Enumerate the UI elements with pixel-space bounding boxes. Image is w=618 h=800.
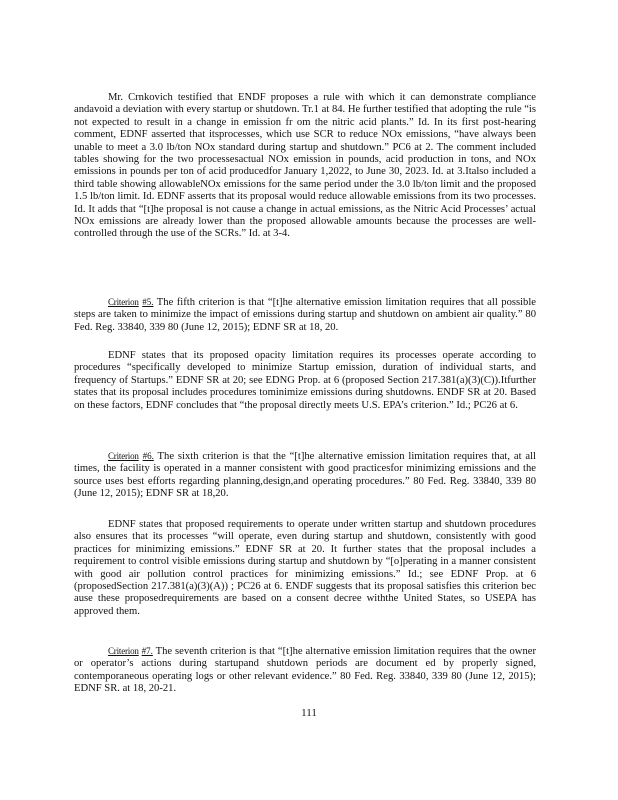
paragraph-text: EDNF states that its proposed opacity limitation requires its processes operate according to procedures “specifically developed to minimize Startup emission, duration of individual starts, and frequency of Startups.” EDNF SR at 20; see EDNG Prop. at 6 (proposed Section 217.381(a)(3)(C)).Itfurther states that its proposal includes procedures tominimize emissions during shutdowns. ENDF SR at 20. Based on these factors, EDNF concludes that “the proposal directly meets U.S. EPA’s criterion.” Id.; PC26 at 6. (74, 350, 536, 411)
criterion-number: #6. (142, 451, 154, 461)
paragraph-crnkovich-testimony (74, 92, 536, 241)
page-number: 111 (301, 707, 317, 719)
paragraph-criterion-5 (74, 296, 536, 334)
criterion-label: Criterion (108, 646, 139, 656)
criterion-text: The seventh criterion is that “[t]he alternative emission limitation requires that the owner or operator’s actions during startupand shutdown periods are document ed by properly signed, contemporaneous operating logs or other relevant evidence.” 80 Fed. Reg. 33840, 339 80 (June 12, 2015); EDNF SR. at 18, 20-21. (74, 646, 536, 695)
criterion-number: #7. (141, 646, 153, 656)
criterion-number: #5. (142, 297, 154, 307)
paragraph-criterion-7 (74, 645, 536, 696)
criterion-text: The fifth criterion is that “[t]he alternative emission limitation requires that all possible steps are taken to minimize the impact of emissions during startup and shutdown on ambient air quality.” 80 Fed. Reg. 33840, 339 80 (June 12, 2015); EDNF SR at 18, 20. (74, 297, 536, 333)
criterion-label: Criterion (108, 451, 139, 461)
paragraph-criterion-6 (74, 450, 536, 501)
criterion-label: Criterion (108, 297, 139, 307)
criterion-text: The sixth criterion is that the “[t]he alternative emission limitation requires that, at all times, the facility is operated in a manner consistent with good practicesfor minimizing emissions and the source uses best efforts regarding planning,design,and operating procedures.” 80 Fed. Reg. 33840, 339 80 (June 12, 2015); EDNF SR at 18,20. (74, 451, 536, 500)
paragraph-text: Mr. Crnkovich testified that ENDF proposes a rule with which it can demonstrate compliance andavoid a deviation with every startup or shutdown. Tr.1 at 84. He further testified that adopting the rule “is not expected to result in a change in emission fr om the nitric acid plants.” Id. In its first post-hearing comment, EDNF asserted that itsprocesses, which use SCR to reduce NOx emissions, “have always been unable to meet a 3.0 lb/ton NOx standard during startup and shutdown.” PC6 at 2. The comment included tables showing for the two processesactual NOx emission in pounds, acid production in tons, and NOx emissions in pounds per ton of acid producedfor January 1,2022, to June 30, 2023. Id. at 3.Italso included a third table showing allowableNOx emissions for the same period under the 3.0 lb/ton limit and the proposed 1.5 lb/ton limit. Id. EDNF asserts that its proposal would reduce allowable emissions from its two processes. Id. It adds that “[t]he proposal is not cause a change in actual emissions, as the Nitric Acid Processes’ actual NOx emissions are already lower than the proposed allowable amounts because the processes are well-controlled through the use of the SCRs.” Id. at 3-4. (74, 92, 536, 240)
paragraph-text: EDNF states that proposed requirements to operate under written startup and shutdown procedures also ensures that its processes “will operate, even during startup and shutdown, consistently with good practices for minimizing emissions.” EDNF SR at 20. It further states that the proposal includes a requirement to control visible emissions during startup and shutdown by “[o]perating in a manner consistent with good air pollution control practices for minimizing emissions.” Id.; see EDNF Prop. at 6 (proposedSection 217.381(a)(3)(A)) ; PC26 at 6. ENDF suggests that its proposal satisfies this criterion bec ause these proposedrequirements are based on a consent decree withthe United States, so USEPA has approved them. (74, 519, 536, 617)
paragraph-opacity-limitation (74, 350, 536, 412)
paragraph-startup-procedures (74, 519, 536, 618)
